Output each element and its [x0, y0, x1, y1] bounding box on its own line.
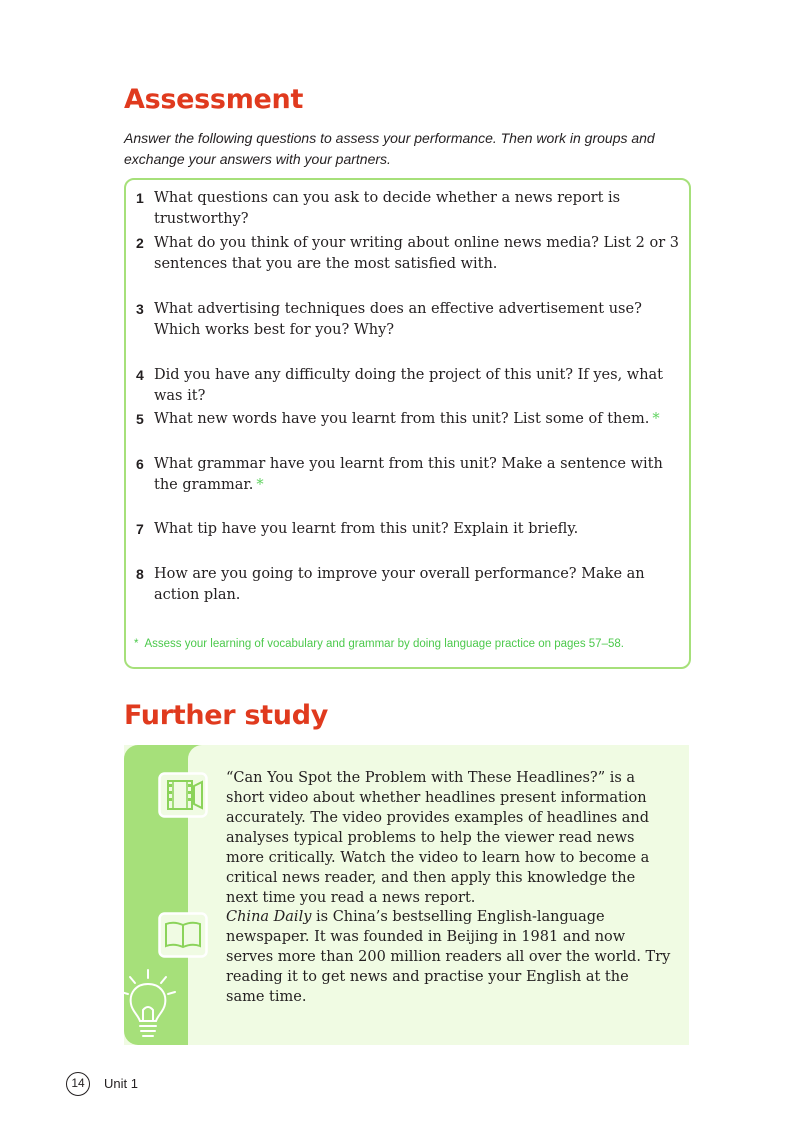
- question-number: 4: [136, 367, 144, 383]
- question-item: [136, 409, 681, 430]
- unit-label: Unit 1: [104, 1076, 138, 1091]
- assessment-instructions: Answer the following questions to assess your performance. Then work in groups and exchange your answers with your partners.: [124, 130, 655, 167]
- question-text: What grammar have you learnt from this unit? Make a sentence with the grammar.: [154, 456, 663, 493]
- question-text: How are you going to improve your overall performance? Make an action plan.: [154, 566, 645, 603]
- question-number: 7: [136, 521, 144, 537]
- lightbulb-icon: [118, 968, 180, 1046]
- question-text: What advertising techniques does an effective advertisement use? Which works best for you? Why?: [154, 301, 642, 338]
- question-number: 2: [136, 235, 144, 251]
- newspaper-name: China Daily: [226, 909, 312, 925]
- question-number: 6: [136, 456, 144, 472]
- question-text: What questions can you ask to decide whether a news report is trustworthy?: [154, 190, 621, 227]
- newspaper-description: [226, 907, 671, 1007]
- note-star-marker: *: [134, 638, 139, 650]
- question-number: 1: [136, 190, 144, 206]
- question-text: What do you think of your writing about online news media? List 2 or 3 sentences that you are the most satisfied with.: [154, 235, 679, 272]
- question-item: [136, 454, 681, 496]
- question-number: 5: [136, 411, 144, 427]
- page-number: 14: [66, 1072, 90, 1096]
- star-marker: *: [256, 477, 264, 493]
- further-study-title: Further study: [124, 700, 329, 731]
- note-text: Assess your learning of vocabulary and grammar by doing language practice on pages 57–58.: [144, 638, 624, 650]
- question-text: What new words have you learnt from this unit? List some of them.: [154, 411, 650, 427]
- question-item: [136, 519, 681, 540]
- assessment-note: [134, 638, 684, 650]
- question-item: [136, 299, 681, 341]
- question-item: [136, 564, 681, 606]
- question-text: What tip have you learnt from this unit? Explain it briefly.: [154, 521, 579, 537]
- book-icon: [158, 912, 208, 958]
- question-item: [136, 233, 681, 275]
- question-item: [136, 188, 681, 230]
- assessment-title: Assessment: [124, 84, 304, 115]
- question-item: [136, 365, 681, 407]
- newspaper-text: is China’s bestselling English-language newspaper. It was founded in Beijing in 1981 and now serves more than 200 million readers all over the world. Try reading it to get news and practise your English at the same time.: [226, 909, 671, 1005]
- film-icon: [158, 772, 208, 818]
- question-number: 8: [136, 566, 144, 582]
- question-number: 3: [136, 301, 144, 317]
- star-marker: *: [652, 411, 660, 427]
- questions-box: [124, 178, 691, 669]
- question-text: Did you have any difficulty doing the project of this unit? If yes, what was it?: [154, 367, 664, 404]
- video-description: “Can You Spot the Problem with These Headlines?” is a short video about whether headlines present information accurately. The video provides examples of headlines and analyses typical problems to help the viewer read news more critically. Watch the video to learn how to become a critical news reader, and then apply this knowledge the next time you read a news report.: [226, 770, 650, 906]
